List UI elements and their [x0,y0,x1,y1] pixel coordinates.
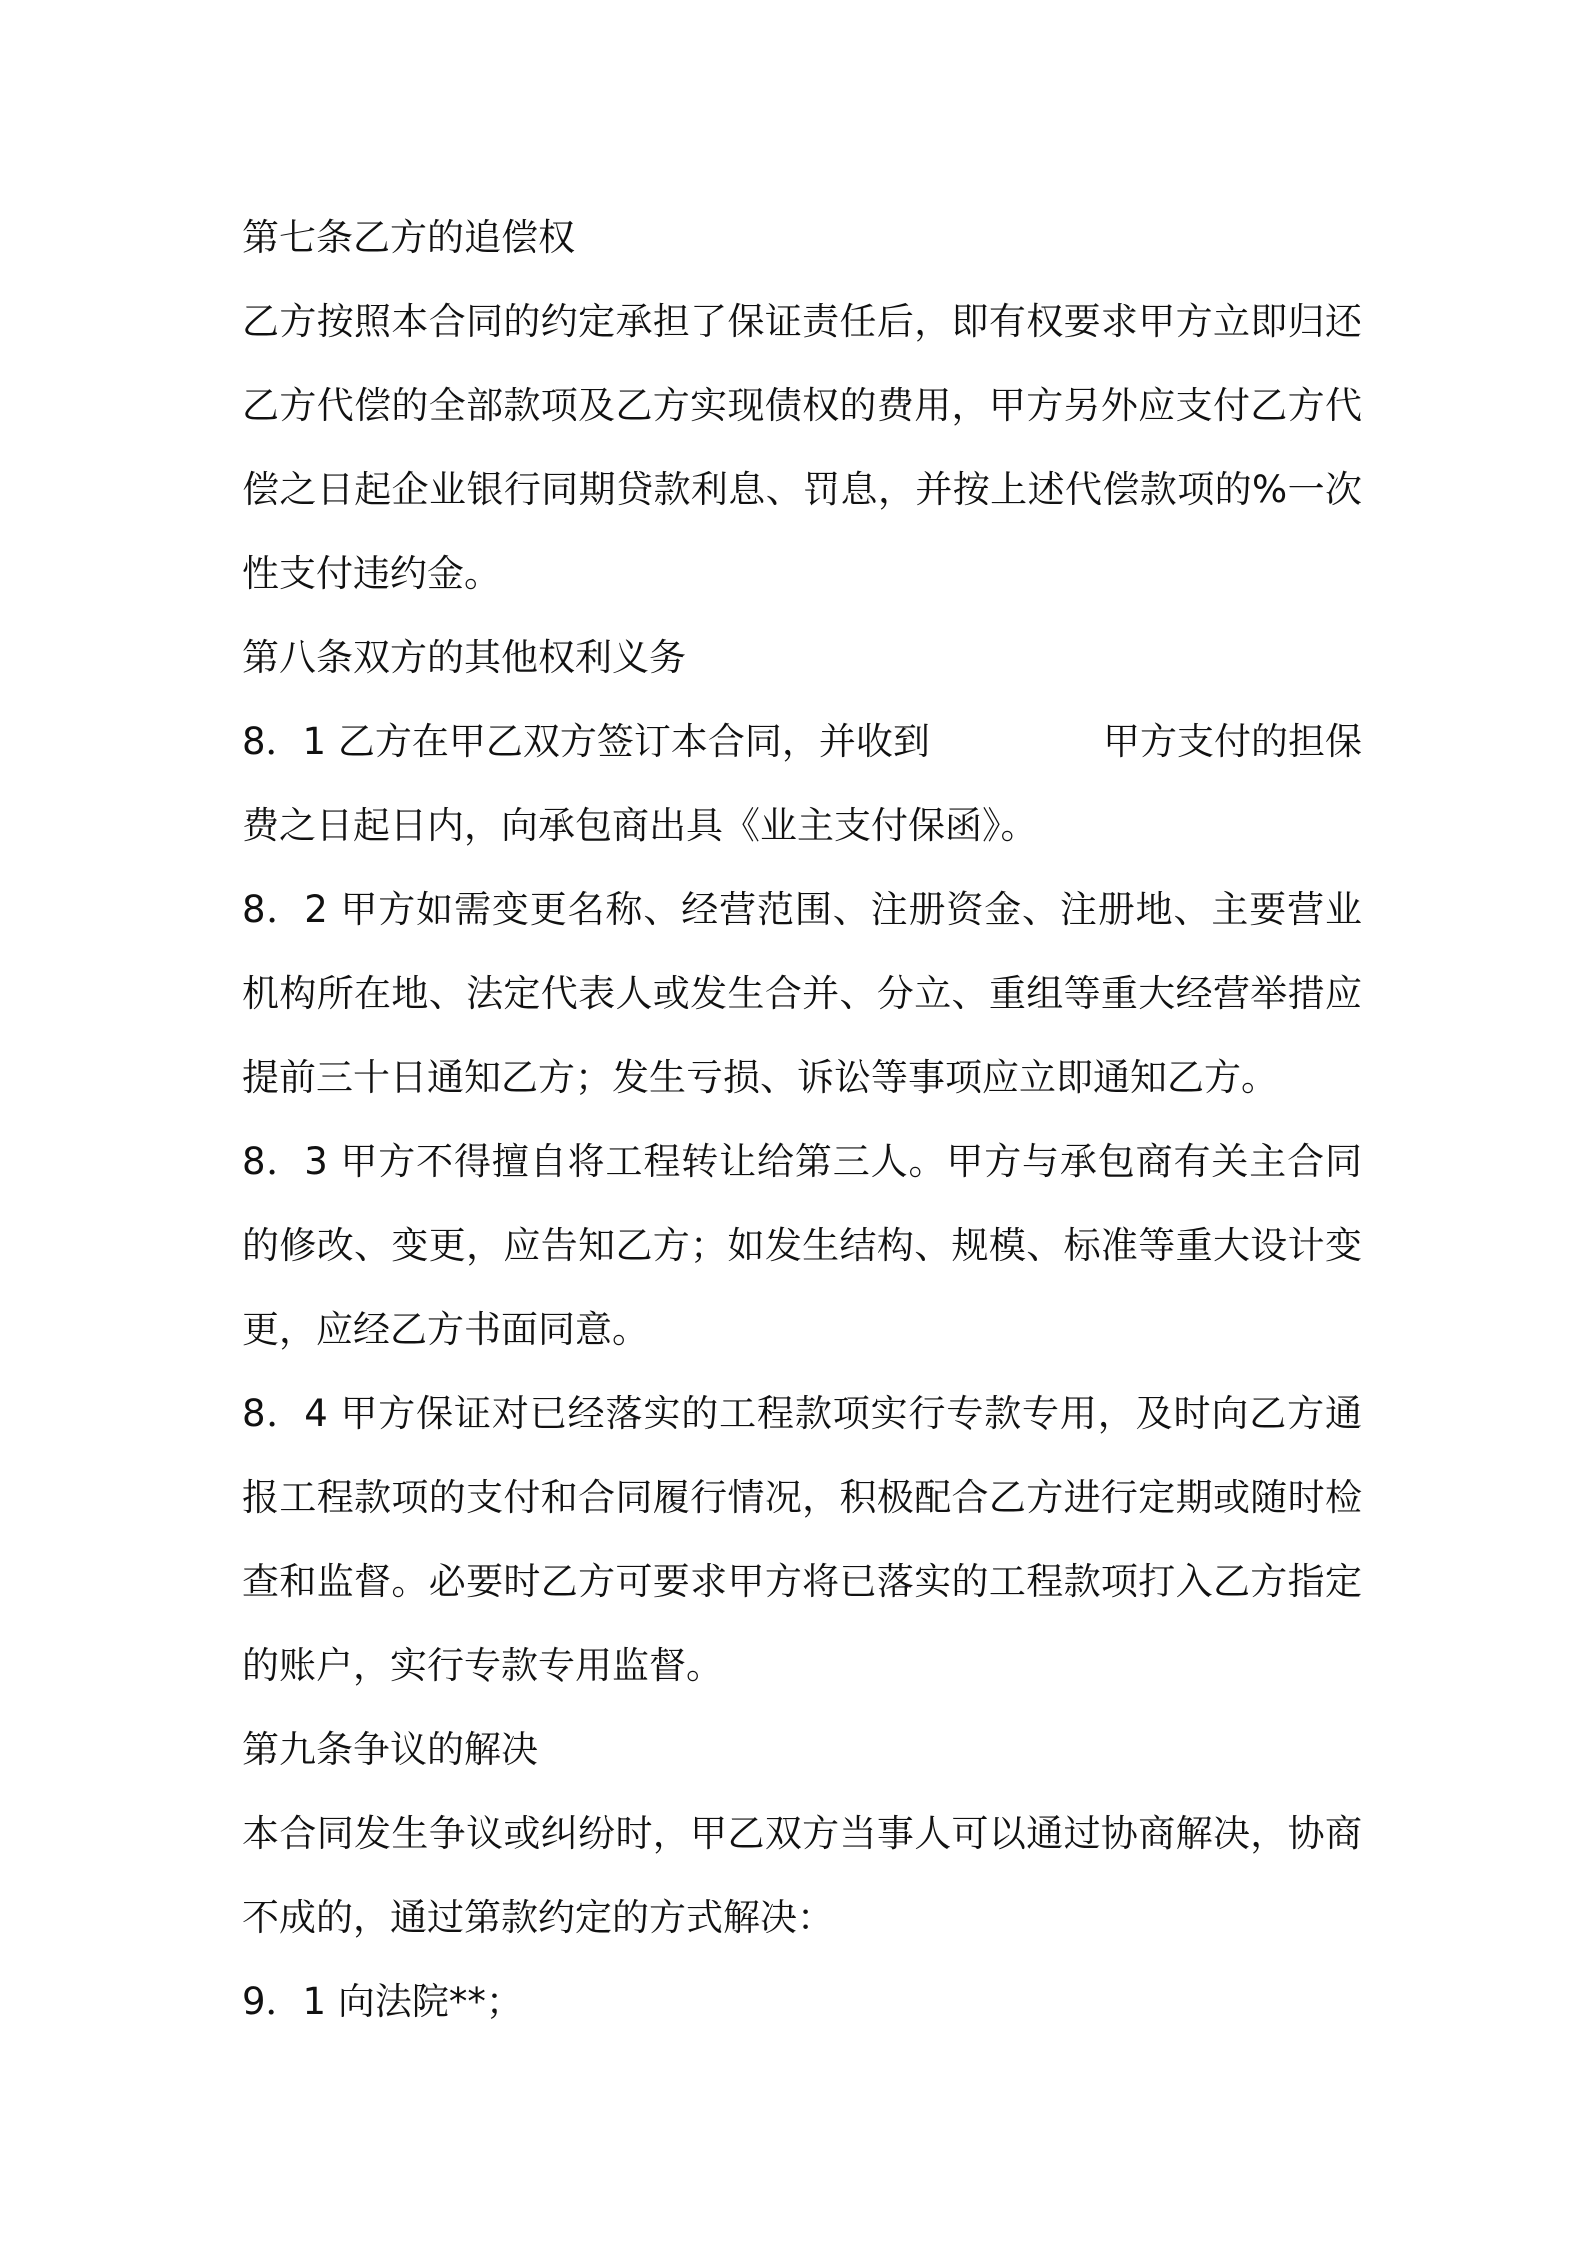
paragraph-line: 费之日起日内，向承包商出具《业主支付保函》。 [242,804,1038,847]
article-9-heading: 第九条争议的解决 [242,1728,538,1771]
paragraph-line: 报工程款项的支付和合同履行情况，积极配合乙方进行定期或随时检 [242,1476,1362,1519]
paragraph-line: 不成的，通过第款约定的方式解决： [242,1896,834,1939]
clause-8-1-left: 8．1 乙方在甲乙双方签订本合同，并收到 [242,720,930,763]
document-body [242,196,1362,2044]
paragraph-line: 性支付违约金。 [242,552,501,595]
clause-8-4-line: 8．4 甲方保证对已经落实的工程款项实行专款专用，及时向乙方通 [242,1392,1362,1435]
paragraph-line: 乙方按照本合同的约定承担了保证责任后，即有权要求甲方立即归还 [242,300,1362,343]
paragraph-line: 的修改、变更，应告知乙方；如发生结构、规模、标准等重大设计变 [242,1224,1362,1267]
article-8-heading: 第八条双方的其他权利义务 [242,636,686,679]
paragraph-line: 偿之日起企业银行同期贷款利息、罚息，并按上述代偿款项的%一次 [242,468,1362,511]
paragraph-line: 机构所在地、法定代表人或发生合并、分立、重组等重大经营举措应 [242,972,1362,1015]
clause-8-3-line: 8．3 甲方不得擅自将工程转让给第三人。甲方与承包商有关主合同 [242,1140,1362,1183]
clause-9-1-line: 9．1 向法院**； [242,1980,523,2023]
paragraph-line: 提前三十日通知乙方；发生亏损、诉讼等事项应立即通知乙方。 [242,1056,1278,1099]
clause-8-1-line [242,700,1362,784]
paragraph-line: 本合同发生争议或纠纷时，甲乙双方当事人可以通过协商解决，协商 [242,1812,1362,1855]
paragraph-line: 乙方代偿的全部款项及乙方实现债权的费用，甲方另外应支付乙方代 [242,384,1362,427]
paragraph-line: 的账户，实行专款专用监督。 [242,1644,723,1687]
paragraph-line: 更，应经乙方书面同意。 [242,1308,649,1351]
paragraph-line: 查和监督。必要时乙方可要求甲方将已落实的工程款项打入乙方指定 [242,1560,1362,1603]
clause-8-2-line: 8．2 甲方如需变更名称、经营范围、注册资金、注册地、主要营业 [242,888,1362,931]
clause-8-1-right: 甲方支付的担保 [1103,720,1362,763]
article-7-heading: 第七条乙方的追偿权 [242,216,575,259]
